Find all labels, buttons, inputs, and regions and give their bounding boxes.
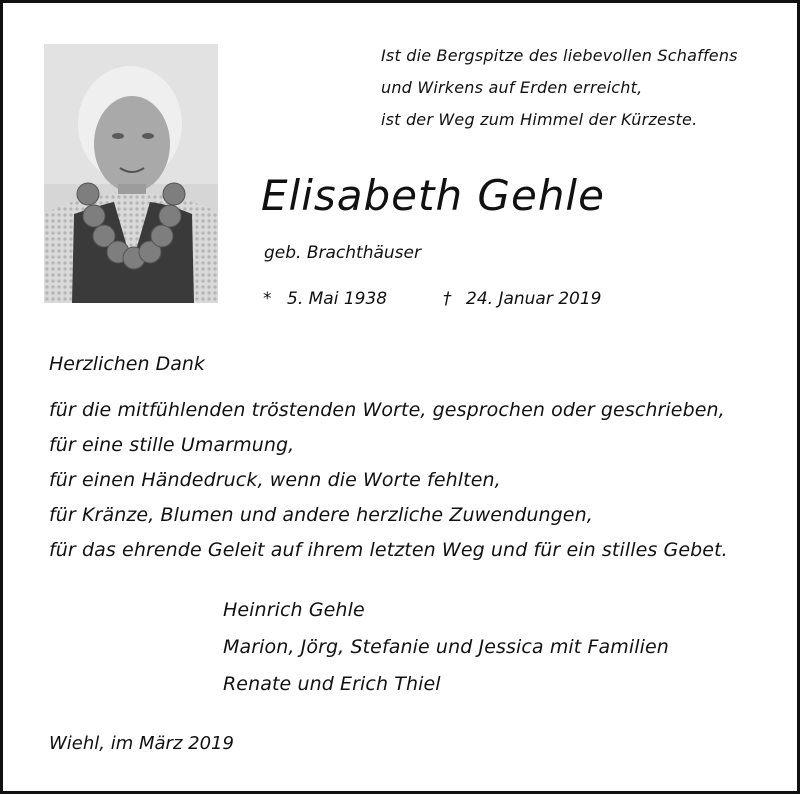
death-symbol: †	[443, 289, 452, 309]
thanks-title: Herzlichen Dank	[49, 353, 205, 375]
portrait-illustration	[44, 44, 218, 303]
birth-name: geb. Brachthäuser	[264, 243, 421, 263]
thanks-line-5: für das ehrende Geleit auf ihrem letzten Weg und für ein stilles Gebet.	[49, 539, 728, 561]
signatory-2: Marion, Jörg, Stefanie und Jessica mit Familien	[223, 636, 669, 658]
death-date: 24. Januar 2019	[466, 289, 602, 309]
quote-line-3: ist der Weg zum Himmel der Kürzeste.	[381, 110, 698, 129]
signatory-3: Renate und Erich Thiel	[223, 673, 441, 695]
signatory-1: Heinrich Gehle	[223, 599, 365, 621]
thanks-line-3: für einen Händedruck, wenn die Worte fehlten,	[49, 469, 501, 491]
place-date: Wiehl, im März 2019	[49, 733, 234, 754]
thanks-line-2: für eine stille Umarmung,	[49, 434, 295, 456]
thanks-line-1: für die mitfühlenden tröstenden Worte, gesprochen oder geschrieben,	[49, 399, 725, 421]
portrait-photo	[44, 44, 218, 303]
quote-line-1: Ist die Bergspitze des liebevollen Schaffens	[381, 46, 738, 65]
deceased-name: Elisabeth Gehle	[261, 171, 605, 220]
birth-date: 5. Mai 1938	[287, 289, 388, 309]
birth-symbol: *	[263, 289, 272, 309]
quote-line-2: und Wirkens auf Erden erreicht,	[381, 78, 643, 97]
thanks-line-4: für Kränze, Blumen und andere herzliche Zuwendungen,	[49, 504, 593, 526]
